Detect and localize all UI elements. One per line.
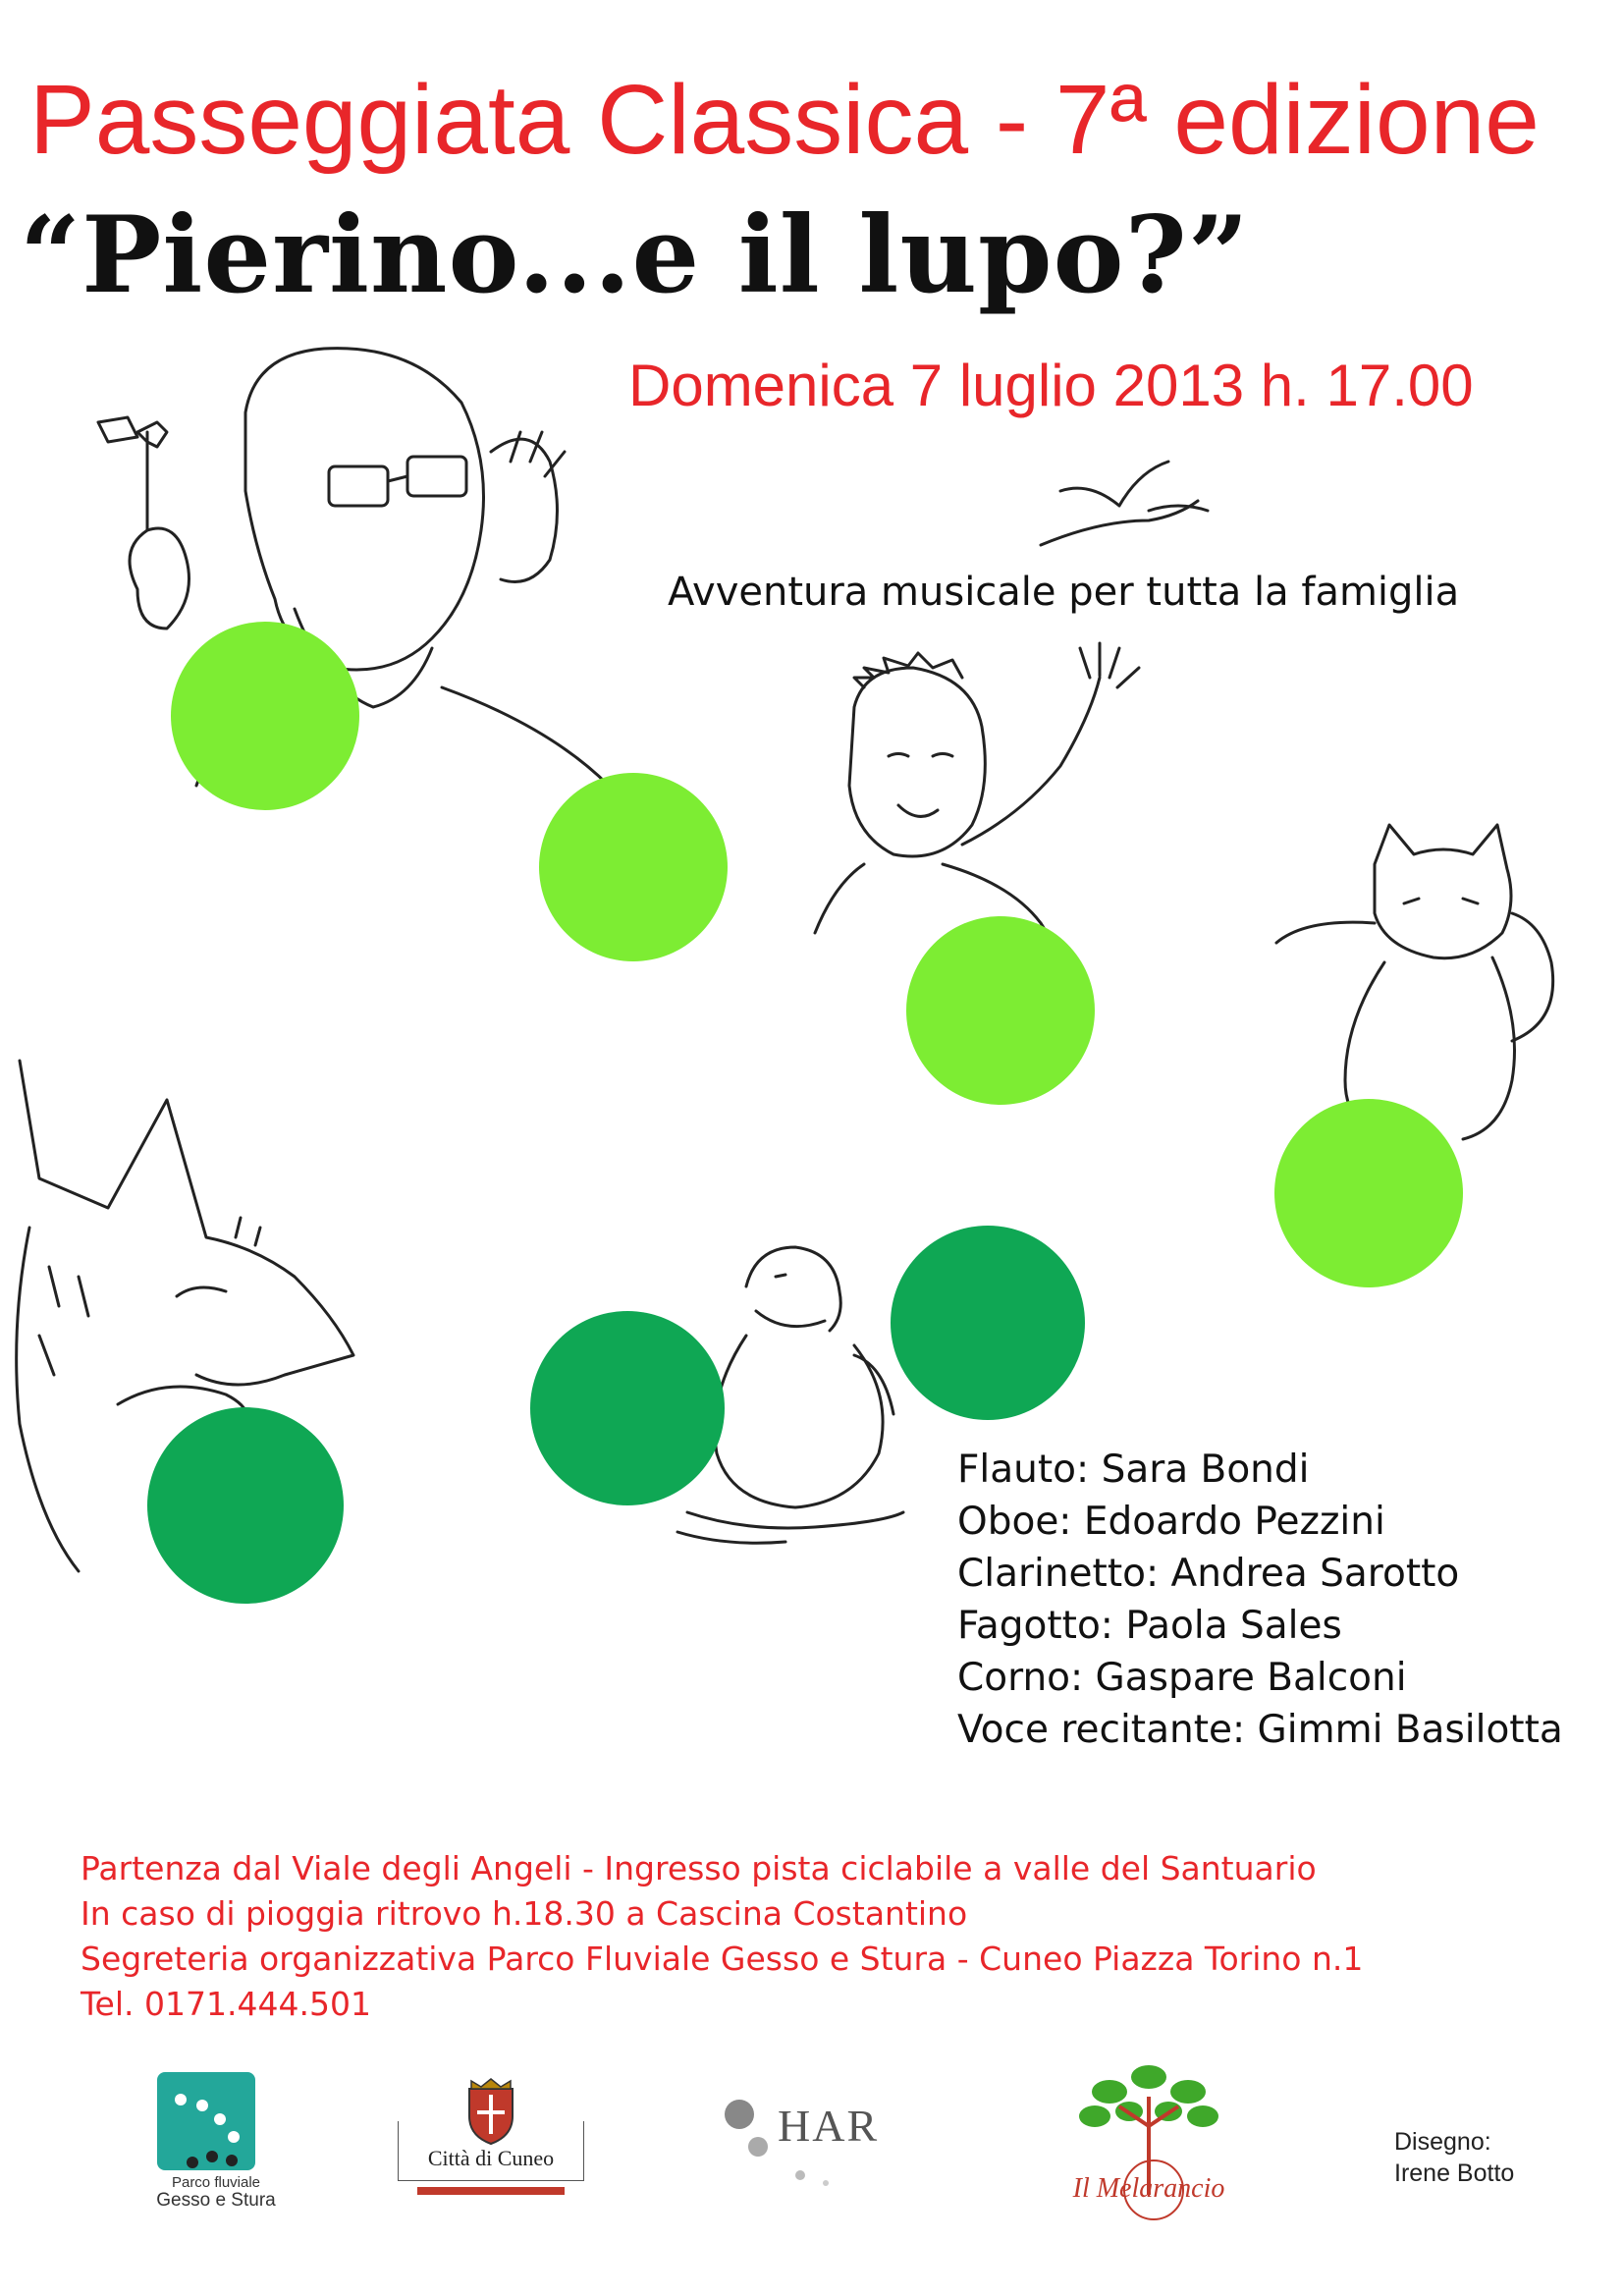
cast-item: Flauto: Sara Bondi <box>957 1448 1310 1492</box>
green-dot-5 <box>891 1226 1085 1420</box>
cast-item: Clarinetto: Andrea Sarotto <box>957 1552 1460 1596</box>
illustration-credit <box>1394 2126 1591 2189</box>
melarancio-logo-text: Il Melarancio <box>1072 2173 1225 2204</box>
parco-logo-line2: Gesso e Stura <box>156 2190 276 2211</box>
credit-author: Irene Botto <box>1394 2159 1515 2187</box>
info-line: Segreteria organizzativa Parco Fluviale Gesso e Stura - Cuneo Piazza Torino n.1 <box>81 1940 1364 1978</box>
cast-item: Corno: Gaspare Balconi <box>957 1656 1407 1700</box>
har-logo <box>717 2092 913 2190</box>
event-info <box>81 1846 1593 2027</box>
cast-list <box>957 1444 1605 1756</box>
tagline: Avventura musicale per tutta la famiglia <box>668 570 1460 615</box>
info-line: In caso di pioggia ritrovo h.18.30 a Cascina Costantino <box>81 1894 968 1933</box>
green-dot-1 <box>171 622 359 810</box>
credit-label: Disegno: <box>1394 2128 1491 2156</box>
melarancio-logo <box>1051 2057 1247 2229</box>
cat-sketch <box>1276 825 1553 1139</box>
info-line: Partenza dal Viale degli Angeli - Ingresso pista ciclabile a valle del Santuario <box>81 1849 1317 1887</box>
parco-logo-mark <box>157 2072 255 2170</box>
parco-logo-line1: Parco fluviale <box>171 2174 261 2191</box>
green-dot-7 <box>147 1407 344 1604</box>
event-date: Domenica 7 luglio 2013 h. 17.00 <box>628 353 1474 418</box>
green-dot-2 <box>539 773 728 961</box>
info-line: Tel. 0171.444.501 <box>81 1985 371 2023</box>
cast-item: Voce recitante: Gimmi Basilotta <box>957 1708 1563 1752</box>
parco-fluviale-logo <box>137 2067 295 2214</box>
poster-title: Passeggiata Classica - 7ª edizione <box>29 65 1540 175</box>
poster-subtitle: “Pierino...e il lupo?” <box>20 193 1250 317</box>
green-dot-6 <box>530 1311 725 1505</box>
cast-item: Oboe: Edoardo Pezzini <box>957 1500 1385 1544</box>
bird-sketch <box>1041 462 1208 545</box>
green-dot-3 <box>906 916 1095 1105</box>
citta-di-cuneo-logo <box>398 2077 584 2205</box>
cuneo-logo-text: Città di Cuneo <box>427 2146 555 2170</box>
cast-item: Fagotto: Paola Sales <box>957 1604 1342 1648</box>
har-logo-text: HAR <box>778 2101 880 2151</box>
green-dot-4 <box>1274 1099 1463 1287</box>
